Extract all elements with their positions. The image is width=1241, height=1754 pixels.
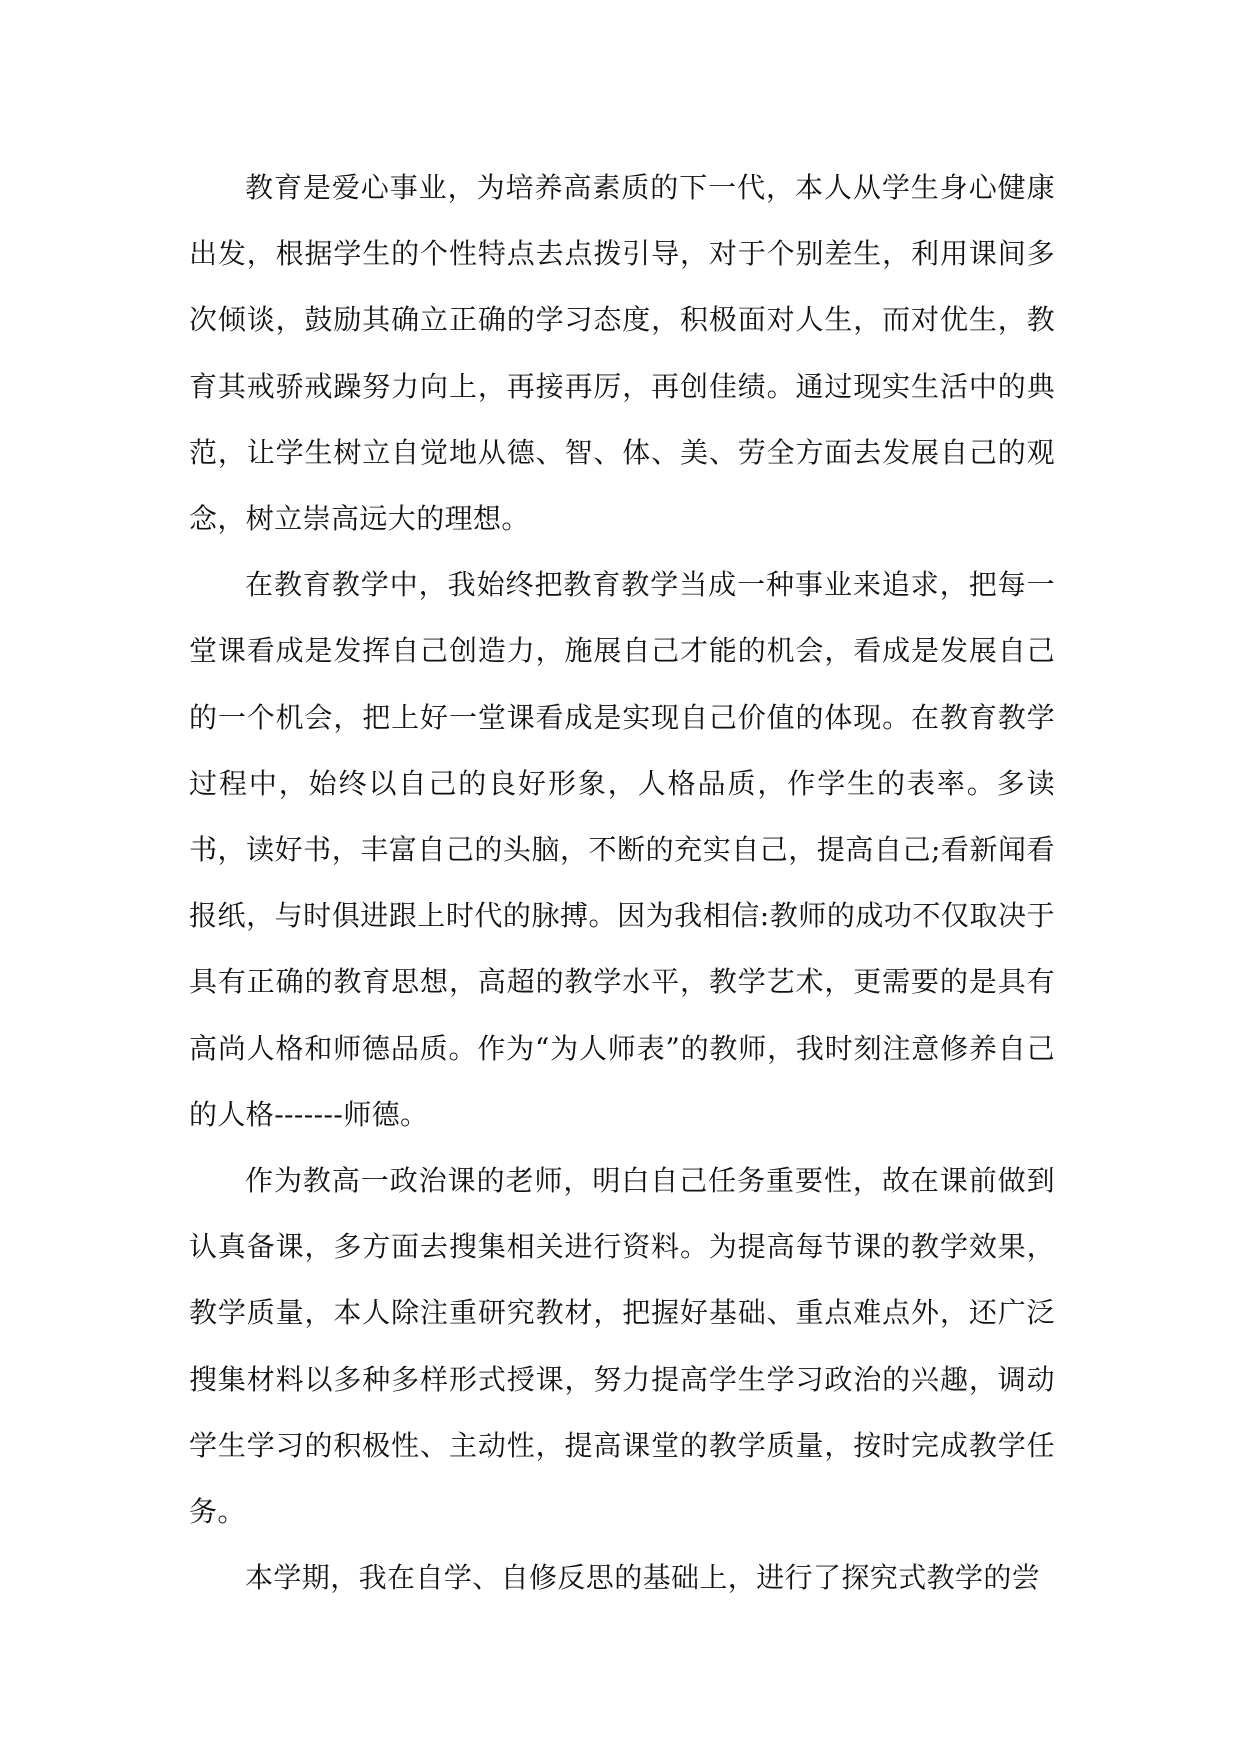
paragraph-2: 在教育教学中，我始终把教育教学当成一种事业来追求，把每一堂课看成是发挥自己创造力，施展自己才能的机会，看成是发展自己的一个机会，把上好一堂课看成是实现自己价值的体现。在教育教学过程中，始终以自己的良好形象，人格品质，作学生的表率。多读书，读好书，丰富自己的头脑，不断的充实自己，提高自己;看新闻看报纸，与时俱进跟上时代的脉搏。因为我相信:教师的成功不仅取决于具有正确的教育思想，高超的教学水平，教学艺术，更需要的是具有高尚人格和师德品质。作为“为人师表”的教师，我时刻注意修养自己的人格-------师德。 [189, 568, 1055, 1131]
paragraph-1: 教育是爱心事业，为培养高素质的下一代，本人从学生身心健康出发，根据学生的个性特点去点拨引导，对于个别差生，利用课间多次倾谈，鼓励其确立正确的学习态度，积极面对人生，而对优生，教育其戒骄戒躁努力向上，再接再厉，再创佳绩。通过现实生活中的典范，让学生树立自觉地从德、智、体、美、劳全方面去发展自己的观念，树立崇高远大的理想。 [189, 171, 1055, 536]
paragraph-4: 本学期，我在自学、自修反思的基础上，进行了探究式教学的尝 [245, 1561, 1041, 1595]
document-body [189, 155, 1055, 1611]
paragraph-3: 作为教高一政治课的老师，明白自己任务重要性，故在课前做到认真备课，多方面去搜集相关进行资料。为提高每节课的教学效果，教学质量，本人除注重研究教材，把握好基础、重点难点外，还广泛搜集材料以多种多样形式授课，努力提高学生学习政治的兴趣，调动学生学习的积极性、主动性，提高课堂的教学质量，按时完成教学任务。 [189, 1164, 1055, 1529]
